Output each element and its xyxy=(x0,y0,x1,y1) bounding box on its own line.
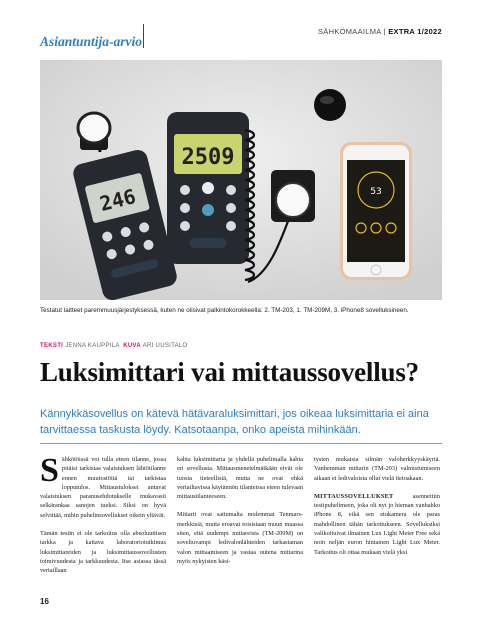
byline-photo-label: KUVA xyxy=(123,343,142,349)
body-paragraph: Tämän testin ei ole tarkoitus olla absoluuttisen tarkka ja kattava laboratoriotutkimus luksimittareiden ja luksimittaussovellusten toimivuudesta ja tarkkuudesta. Itse asiassa tässä vertaillaan xyxy=(40,530,166,575)
phone-display-value: 53 xyxy=(370,187,382,197)
body-paragraph: kahta luksimittaria ja yhdellä puhelimalla kahta eri sovellusta. Mittausmenetelmätkään eivät ole tuosta tieteellistä, mutta ne ovat ehkä vertailtavissa käytännön tilanteissa eteen tulevaan mittaustilanteeseen. xyxy=(177,456,303,501)
body-column-2 xyxy=(177,455,303,575)
header-divider xyxy=(143,24,144,48)
body-paragraph: tysten mukaisia silmän valoherkkyyskäyriä. Vanhemman mittarin (TM-203) valmistumiseen aikaan ei ledivaloista ollut vielä tietoakaan. xyxy=(314,456,440,482)
lux-meters-illustration xyxy=(40,60,442,300)
byline-photo-author: ARI UUSITALO xyxy=(142,343,188,349)
device2-sensor xyxy=(271,170,315,222)
section-label: Asiantuntija-arvio xyxy=(40,34,143,49)
lead-divider xyxy=(40,443,442,444)
device1-sensor xyxy=(78,113,110,150)
device2-body xyxy=(167,112,249,264)
device1-display-value: 246 xyxy=(97,184,139,217)
article-lead: Kännykkäsovellus on kätevä hätävaraluksimittari, jos oikeaa luksimittaria ei aina tarvittaessa taskusta löydy. Katsotaanpa, onko apeista mihinkään. xyxy=(40,408,429,436)
publication-name: SÄHKÖMAAILMA xyxy=(318,27,382,36)
issue-label: EXTRA 1/2022 xyxy=(388,27,442,36)
byline xyxy=(40,343,188,349)
body-paragraph: MITTAUSSOVELLUKSET asennettiin testipuhelimeen, joka oli nyt jo hieman vanhahko iPhone 8, eikä sen etukamera ole paras mahdollinen tähän tarkoitukseen. Sovelluksiksi valikoituivat ilmainen Lux Light Meter Free sekä noin neljän euron hintainen Light Lux Meter. Tarkoitus oli ottaa mukaan vielä yksi xyxy=(314,492,440,556)
header-separator: | xyxy=(383,27,389,36)
article-photo xyxy=(40,60,442,300)
article-title: Luksimittari vai mittaussovellus? xyxy=(40,357,419,387)
body-column-3 xyxy=(314,455,440,566)
device2-display-value: 2509 xyxy=(181,145,235,170)
byline-text-author: JENNA KAUPPILA xyxy=(65,343,120,349)
body-paragraph: Mittarit ovat sattumalta molemmat Tenmars-merkkisiä, mutta eroavat toisistaan muun muassa siten, että uudempi mittareista (TM-209M) on soveltuvampi ledivalonlähteiden tarkastaman valon mittaamiseen ja vastaa uutena mittarina myös nykyisten käsi- xyxy=(177,511,303,565)
publication-header xyxy=(318,27,442,36)
body-column-1 xyxy=(40,452,166,585)
page-number: 16 xyxy=(40,597,49,606)
iphone xyxy=(340,142,412,280)
photo-caption: Testatut laitteet paremmuusjärjestyksessä, kuten ne olisivat palkintokorokkeella: 2. TM-203, 1. TM-209M, 3. iPhone8 sovelluksineen. xyxy=(40,307,409,314)
sensor-cap xyxy=(314,89,346,121)
body-paragraph: Sähkötöissä voi tulla eteen tilanne, jossa pitäisi tarkistaa valaistuksen lähtötilanne ennen muutostöitä tai tarkistaa lopputulos. Mittaustulokset antavat valaistuksen paranusehdotukselle mukavasti selkärankaa sanojen tueksi. Siksi on hyvä selvittää, mihin puhelinsovellukset oikein yltävät. xyxy=(40,452,166,519)
subheading: MITTAUSSOVELLUKSET xyxy=(314,492,394,500)
byline-text-label: TEKSTI xyxy=(40,343,64,349)
drop-cap: S xyxy=(40,452,59,489)
